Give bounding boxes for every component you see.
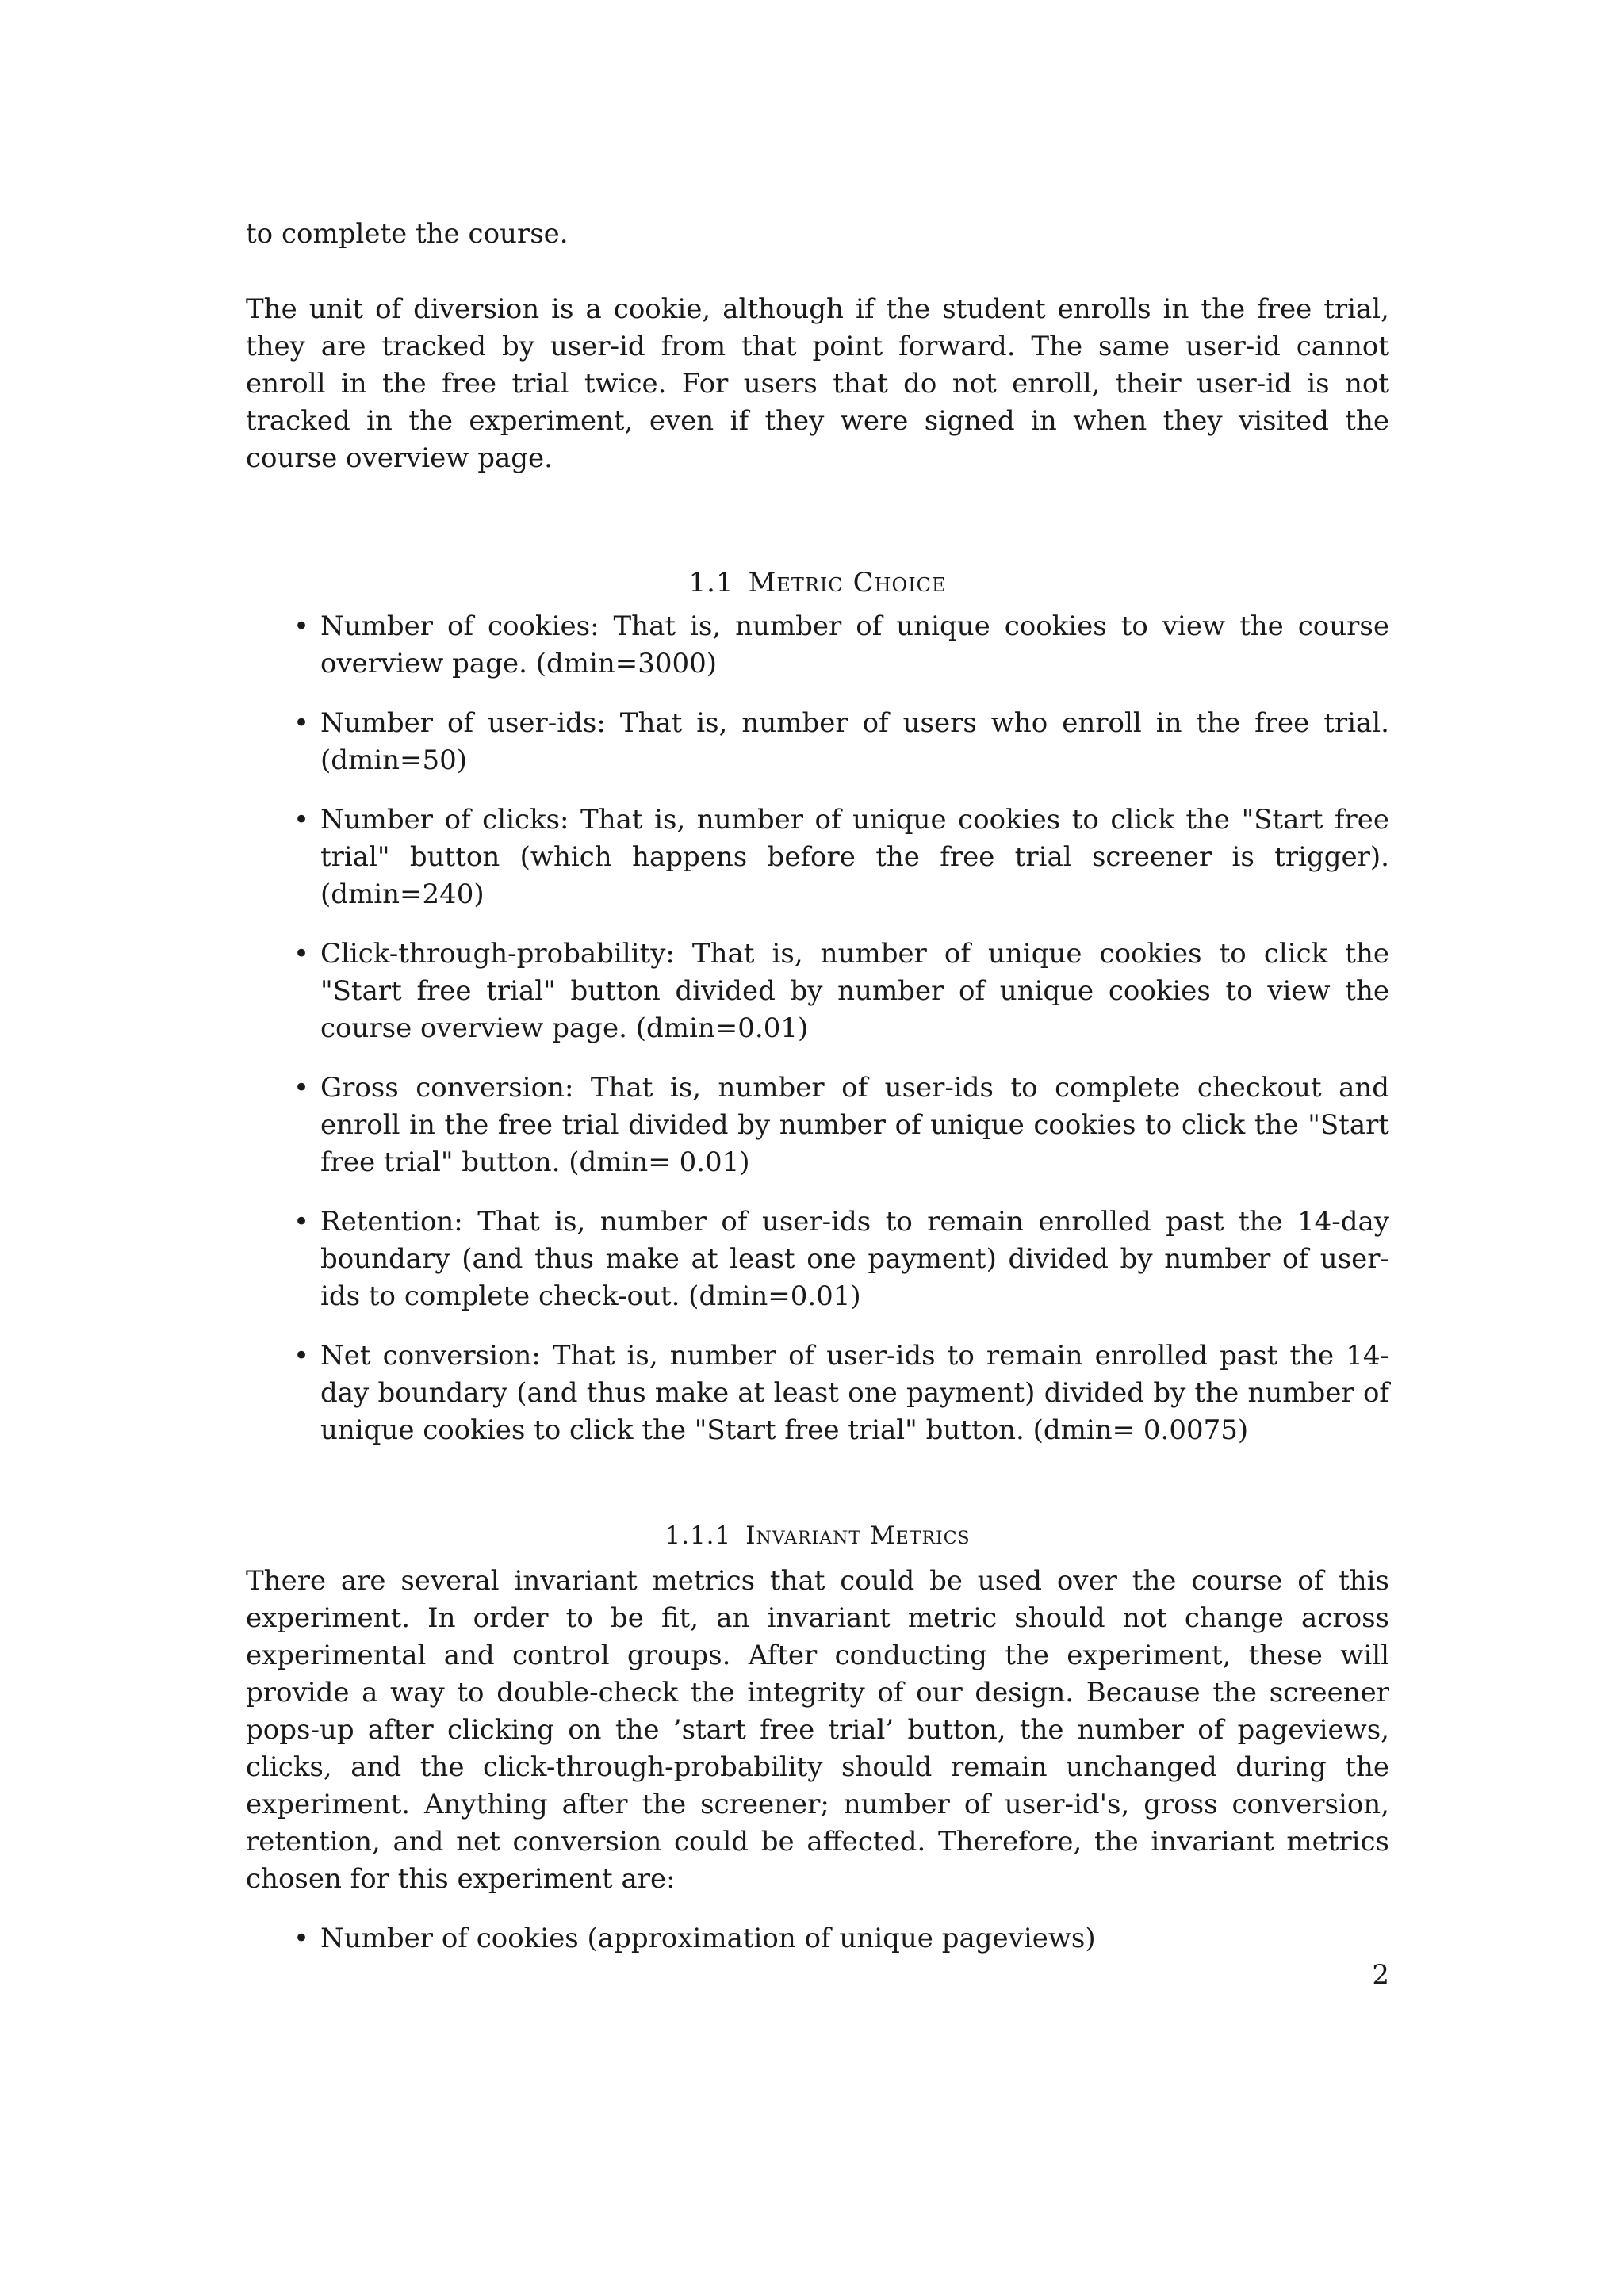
subsection-number: 1.1.1: [665, 1521, 732, 1550]
metric-choice-list: [246, 608, 1389, 1449]
list-item: • Number of user-ids: That is, number of users who enroll in the free trial. (dmin=50): [246, 705, 1389, 779]
page-number: 2: [1372, 1959, 1389, 1991]
unit-of-diversion-paragraph: The unit of diversion is a cookie, although if the student enrolls in the free trial, they are tracked by user-id from that point forward. The same user-id cannot enroll in the free trial twice. For users that do not enroll, their user-id is not tracked in the experiment, even if they were signed in when they visited the course overview page.: [246, 293, 1389, 474]
document-page: [246, 216, 1389, 1957]
list-item: • Number of cookies (approximation of unique pageviews): [246, 1920, 1389, 1957]
bullet-icon: •: [293, 1206, 310, 1238]
invariant-metrics-paragraph: There are several invariant metrics that could be used over the course of this experiment. In order to be fit, an invariant metric should not change across experimental and control groups. After conducting the experiment, these will provide a way to double-check the integrity of our design. Because the screener pops-up after clicking on the ’start free trial’ button, the number of pageviews, clicks, and the click-through-probability should remain unchanged during the experiment. Anything after the screener; number of user-id's, gross conversion, retention, and net conversion could be affected. Therefore, the invariant metrics chosen for this experiment are:: [246, 1565, 1389, 1895]
list-item: • Retention: That is, number of user-ids to remain enrolled past the 14-day boundary (and thus make at least one payment) divided by number of user-ids to complete check-out. (dmin=0.01): [246, 1203, 1389, 1315]
bullet-icon: •: [293, 938, 310, 970]
list-item: • Number of clicks: That is, number of unique cookies to click the "Start free trial" button (which happens before the free trial screener is trigger). (dmin=240): [246, 802, 1389, 913]
list-item: • Gross conversion: That is, number of user-ids to complete checkout and enroll in the free trial divided by number of unique cookies to click the "Start free trial" button. (dmin= 0.01): [246, 1070, 1389, 1181]
subsection-heading-invariant-metrics: [246, 1517, 1389, 1555]
bullet-icon: •: [293, 707, 310, 739]
bullet-icon: •: [293, 610, 310, 642]
list-item: • Click-through-probability: That is, number of unique cookies to click the "Start free trial" button divided by number of unique cookies to view the course overview page. (dmin=0.01): [246, 936, 1389, 1047]
subsection-title: Invariant Metrics: [745, 1521, 971, 1550]
bullet-icon: •: [293, 1923, 310, 1954]
bullet-icon: •: [293, 1340, 310, 1372]
list-item: • Net conversion: That is, number of user-ids to remain enrolled past the 14-day boundary (and thus make at least one payment) divided by the number of unique cookies to click the "Start free trial" button. (dmin= 0.0075): [246, 1337, 1389, 1449]
section-title: Metric Choice: [748, 567, 947, 599]
bullet-icon: •: [293, 804, 310, 836]
list-item: • Number of cookies: That is, number of unique cookies to view the course overview page. (dmin=3000): [246, 608, 1389, 683]
bullet-icon: •: [293, 1072, 310, 1104]
continuation-paragraph: to complete the course.: [246, 218, 569, 250]
section-heading-metric-choice: [246, 564, 1389, 602]
invariant-metrics-list: [246, 1920, 1389, 1957]
section-number: 1.1: [688, 567, 734, 599]
